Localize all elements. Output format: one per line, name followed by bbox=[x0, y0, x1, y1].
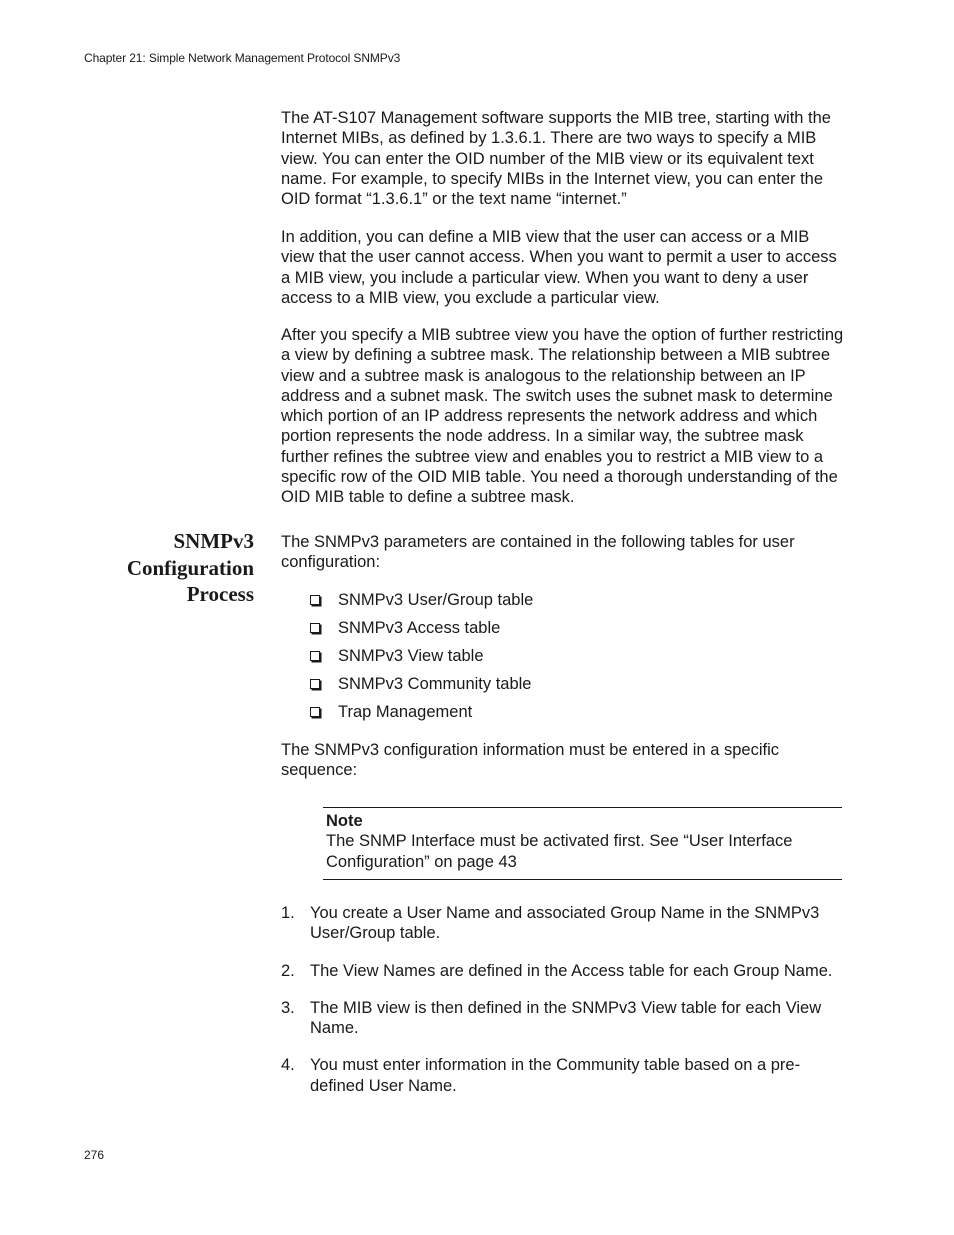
list-item-label: Trap Management bbox=[338, 703, 473, 721]
paragraph-mib-view-access: In addition, you can define a MIB view that the user can access or a MIB view that the user cannot access. When you want to permit a user to access a MIB view, you include a particular view. When you want to deny a user access to a MIB view, you exclude a particular view. bbox=[281, 228, 837, 307]
list-item-label: SNMPv3 Access table bbox=[338, 619, 501, 637]
sequence-text: The SNMPv3 configuration information must be entered in a specific sequence: bbox=[281, 741, 779, 780]
list-item bbox=[310, 618, 533, 646]
paragraph-mib-tree: The AT-S107 Management software supports the MIB tree, starting with the Internet MIBs, as defined by 1.3.6.1. There are two ways to specify a MIB view. You can enter the OID number of the MIB view or its equivalent text name. For example, to specify MIBs in the Internet view, you can enter the OID format “1.3.6.1” or the text name “internet.” bbox=[281, 109, 831, 209]
section-heading-line: Process bbox=[186, 582, 254, 606]
step-item bbox=[281, 998, 846, 1039]
step-text: You create a User Name and associated Group Name in the SNMPv3 User/Group table. bbox=[310, 904, 820, 943]
checkbox-bullet-icon bbox=[310, 651, 320, 661]
checkbox-bullet-icon bbox=[310, 679, 320, 689]
section-intro: The SNMPv3 parameters are contained in the following tables for user configuration: bbox=[281, 533, 795, 572]
list-item bbox=[310, 646, 533, 674]
section-heading-line: SNMPv3 bbox=[173, 529, 254, 553]
note-box bbox=[323, 807, 842, 880]
running-header: Chapter 21: Simple Network Management Protocol SNMPv3 bbox=[84, 51, 401, 65]
checkbox-bullet-icon bbox=[310, 707, 320, 717]
section-heading-line: Configuration bbox=[126, 555, 254, 580]
list-item-label: SNMPv3 Community table bbox=[338, 675, 532, 693]
list-item bbox=[310, 702, 533, 730]
note-text: The SNMP Interface must be activated first. See “User Interface Configuration” on page 43 bbox=[326, 832, 793, 871]
checkbox-bullet-icon bbox=[310, 595, 320, 605]
table-list bbox=[310, 590, 533, 730]
step-number: 1. bbox=[281, 904, 295, 922]
steps-list bbox=[281, 903, 846, 1113]
note-title: Note bbox=[326, 812, 363, 830]
section-heading bbox=[127, 528, 254, 608]
step-text: You must enter information in the Community table based on a pre-defined User Name. bbox=[310, 1056, 801, 1095]
step-item bbox=[281, 1055, 846, 1096]
step-text: The MIB view is then defined in the SNMPv3 View table for each View Name. bbox=[310, 998, 822, 1038]
step-number: 2. bbox=[281, 961, 295, 980]
list-item-label: SNMPv3 View table bbox=[338, 647, 484, 665]
step-number: 4. bbox=[281, 1056, 295, 1075]
checkbox-bullet-icon bbox=[310, 623, 320, 633]
page-number: 276 bbox=[84, 1148, 105, 1162]
paragraph-subtree-mask: After you specify a MIB subtree view you have the option of further restricting a view by defining a subtree mask. The relationship between a MIB subtree view and a subtree mask is analogous to the relationship between an IP address and a subnet mask. The switch uses the subnet mask to determine which portion of an IP address represents the network address and which portion represents the node address. In a similar way, the subtree mask further refines the subtree view and enables you to restrict a MIB view to a specific row of the OID MIB table. You need a thorough understanding of the OID MIB table to define a subtree mask. bbox=[281, 326, 844, 507]
list-item-label: SNMPv3 User/Group table bbox=[338, 591, 534, 609]
step-item bbox=[281, 903, 846, 944]
step-number: 3. bbox=[281, 998, 295, 1017]
step-text: The View Names are defined in the Access table for each Group Name. bbox=[310, 961, 833, 980]
list-item bbox=[310, 674, 533, 702]
step-item bbox=[281, 961, 846, 981]
list-item bbox=[310, 590, 533, 618]
